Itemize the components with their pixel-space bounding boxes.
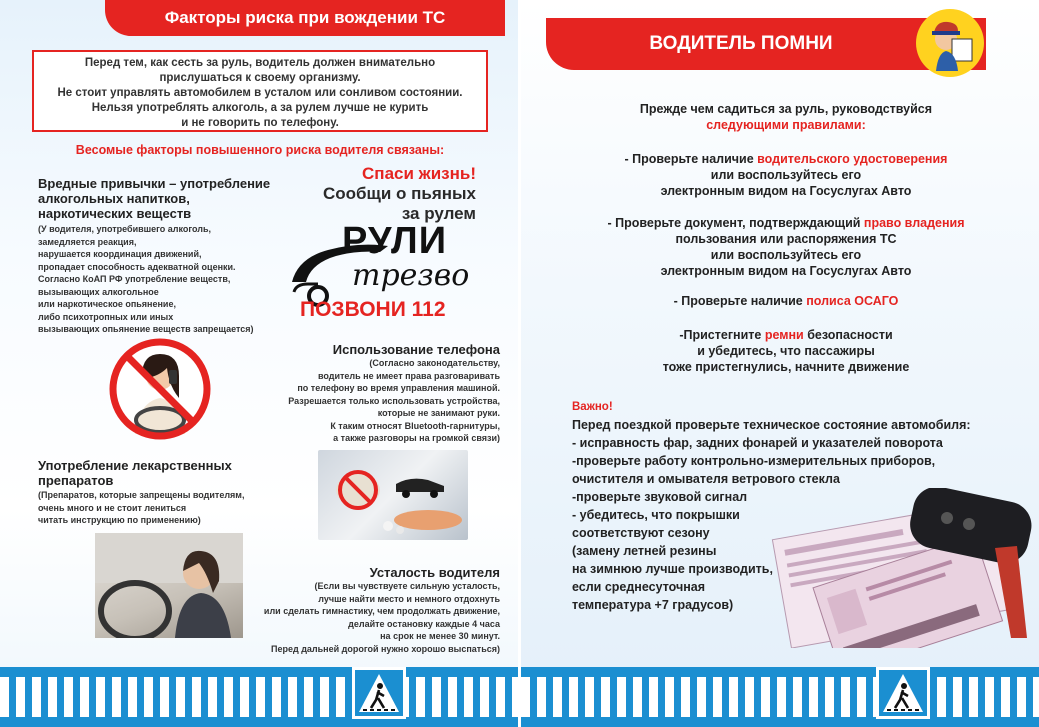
meds-text-line: очень много и не стоит лениться [38,502,187,513]
pedestrian-sign-glyph [357,672,401,714]
meds-heading-line: Употребление лекарственных [38,458,232,473]
crosswalk-stripes [0,667,518,727]
rule-line: пользования или распоряжения ТС [675,232,897,246]
phone-text-line: которые не занимают руки. [377,408,500,418]
slogan-line: Сообщи о пьяных [322,184,476,203]
fatigue-text-line: Перед дальней дорогой нужно хорошо выспаться) [271,643,500,654]
important-line: Перед поездкой проверьте техническое состояние автомобиля: [572,418,971,432]
fatigue-text-line: (Если вы чувствуете сильную усталость, [314,581,500,591]
fatigue-text-line: на срок не менее 30 минут. [380,631,500,641]
important-line: (замену летней резины [572,544,717,558]
phone-text [288,357,500,445]
intro-line: Прежде чем садиться за руль, руководствуйся [639,102,933,116]
logo-ruli: РУЛИ [342,220,448,262]
habits-text-line: вызывающих алкогольное [38,286,159,297]
rule-highlight: ремни [764,328,804,342]
habits-text-line: замедляется реакция, [38,236,137,247]
fatigue-text-line: лучше найти место и немного отдохнуть [318,593,500,604]
rule-line: и убедитесь, что пассажиры [697,344,875,358]
crosswalk-stripes [521,667,1039,727]
rule-line: электронным видом на Госуслугах Авто [660,264,912,278]
stripe-bars [521,677,1039,717]
rule-prefix: - Проверьте документ, подтверждающий [607,216,864,230]
phone-text-line: а также разговоры на громкой связи) [333,433,500,443]
call-112: ПОЗВОНИ 112 [300,298,446,321]
meds-heading-line: препаратов [38,473,114,488]
warning-line: прислушаться к своему организму. [159,72,361,84]
phone-heading: Использование телефона [332,342,500,357]
habits-text [38,223,254,336]
fatigue-heading: Усталость водителя [369,565,500,580]
rule-license-line [551,151,1021,167]
pills-car-image [318,450,468,540]
slogan-line: Спаси жизнь! [362,164,476,183]
logo-trezvo: трезво [352,258,470,293]
stripe-bars [0,677,518,717]
important-line: -проверьте работу контрольно-измерительных приборов, [572,454,936,468]
habits-heading-line: алкогольных напитков, [38,191,190,206]
important-line: -проверьте звуковой сигнал [572,490,748,504]
important-line: - исправность фар, задних фонарей и указателей поворота [572,436,943,450]
phone-text-line: Разрешается только использовать устройства, [288,395,500,406]
rule-prefix: -Пристегните [679,328,765,342]
habits-heading-line: наркотических веществ [38,206,192,221]
left-page [0,0,518,727]
intro [551,101,1021,133]
slogan [323,164,476,224]
slogan-line: за рулем [401,204,476,223]
important-line: температура +7 градусов) [572,598,734,612]
phone-text-line: К таким относят Bluetooth-гарнитуры, [330,420,500,431]
rule-ownership-line [551,215,1021,231]
rule-prefix: - Проверьте наличие [624,152,758,166]
important-line: соответствуют сезону [572,526,710,540]
rule-osago [551,293,1021,309]
rule-highlight: водительского удостоверения [757,152,948,166]
important-label: Важно! [572,401,613,413]
right-title-text: ВОДИТЕЛЬ ПОМНИ [649,33,833,54]
fatigue-text-line: делайте остановку каждые 4 часа [348,618,500,629]
fatigue-text-line: или сделать гимнастику, чем продолжать движение, [263,606,500,616]
phone-text-line: водитель не имеет права разговаривать [317,370,500,381]
fatigue-text [264,580,500,655]
habits-text-line: (У водителя, употребившего алкоголь, [38,224,212,234]
rule-prefix: - Проверьте наличие [673,294,807,308]
warning-line: и не говорить по телефону. [181,117,339,129]
habits-text-line: либо психотропных или иных [38,311,174,322]
rule-seatbelt-line [551,327,1021,343]
habits-text-line: нарушается координация движений, [38,249,202,259]
rule-highlight: полиса ОСАГО [806,294,899,308]
rule-line: электронным видом на Госуслугах Авто [660,184,912,198]
phone-text-line: (Согласно законодательству, [369,358,500,368]
important-line: если среднесуточная [572,580,706,594]
important-line: - убедитесь, что покрышки [572,508,740,522]
phone-text-line: по телефону во время управления машиной. [297,383,500,393]
left-page-title: Факторы риска при вождении ТС [105,0,505,36]
driver-mascot-icon [916,9,984,77]
rule-line: или воспользуйтесь его [710,248,862,262]
pills-photo [318,450,468,540]
rule-seatbelt [551,327,1021,375]
important-section [572,398,971,614]
right-page [521,0,1039,727]
pedestrian-crossing-icon [352,667,406,719]
warning-line: Не стоит управлять автомобилем в усталом или сонливом состоянии. [57,87,463,99]
warning-line: Нельзя употреблять алкоголь, а за рулем лучше не курить [91,102,429,114]
habits-text-line: Согласно КоАП РФ употребление веществ, [38,274,231,284]
rule-ownership [551,215,1021,279]
warning-box [32,50,488,132]
tired-driver-photo [95,533,243,638]
rule-license [551,151,1021,199]
phone-ban-icon [107,336,213,442]
rule-highlight: право владения [863,216,965,230]
habits-text-line: пропадает способность адекватной оценки. [38,261,236,272]
habits-text-line: вызывающих опьянение веществ запрещается) [38,324,254,334]
meds-text-line: (Препаратов, которые запрещены водителям, [38,490,245,500]
habits-heading-line: Вредные привычки – употребление [38,176,271,191]
important-line: на зимнюю лучше производить, [572,562,773,576]
intro-highlight: следующими правилами: [706,118,866,132]
tired-driver-image [95,533,243,638]
pedestrian-crossing-icon [876,667,930,719]
pedestrian-sign-glyph [881,672,925,714]
rule-line: или воспользуйтесь его [710,168,862,182]
meds-heading [38,458,232,488]
mascot-glyph [916,9,984,77]
factors-title: Весомые факторы повышенного риска водителя связаны: [75,143,445,157]
warning-line: Перед тем, как сесть за руль, водитель должен внимательно [84,57,436,69]
meds-text [38,489,244,527]
important-line: очистителя и омывателя ветрового стекла [572,472,840,486]
meds-text-line: читать инструкцию по применению) [38,515,201,525]
rule-suffix: безопасности [803,328,893,342]
habits-text-line: или наркотическое опьянение, [38,299,176,309]
habits-heading [38,176,270,221]
rule-line: тоже пристегнулись, начните движение [662,360,910,374]
